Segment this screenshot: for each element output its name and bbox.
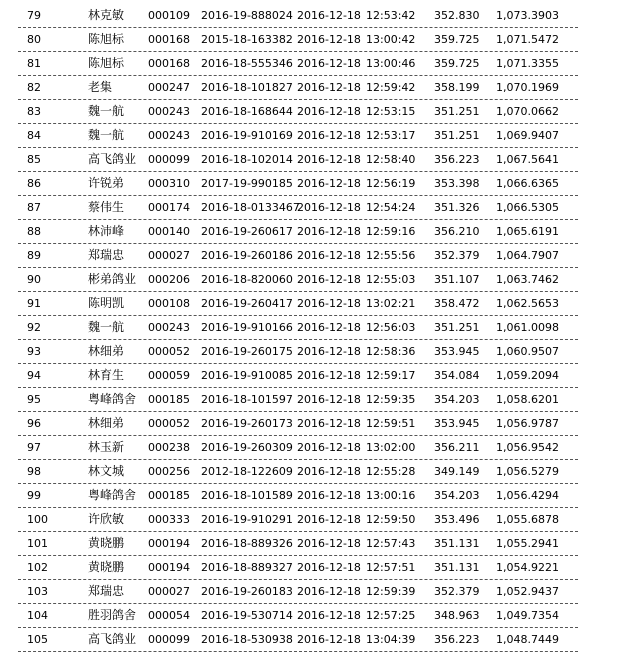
rank-cell: 81 (27, 57, 41, 70)
table-row (18, 412, 578, 436)
rank-cell: 86 (27, 177, 41, 190)
name-cell: 高飞鸽业 (88, 632, 137, 646)
date-cell: 2016-12-18 (297, 609, 361, 622)
rank-cell: 100 (27, 513, 48, 526)
date-cell: 2016-12-18 (297, 513, 361, 526)
name-cell: 陈旭标 (88, 56, 125, 70)
time-cell: 12:53:42 (366, 9, 416, 22)
code-cell: 2016-18-0133467 (201, 201, 300, 214)
rank-cell: 82 (27, 81, 41, 94)
name-cell: 高飞鸽业 (88, 152, 137, 166)
name-cell: 黄晓鹏 (88, 560, 125, 574)
code-cell: 2016-18-530938 (201, 633, 293, 646)
name-cell: 林沛峰 (88, 224, 125, 238)
code-cell: 2016-19-260309 (201, 441, 293, 454)
code-cell: 2016-19-530714 (201, 609, 293, 622)
distance-cell: 352.379 (434, 585, 480, 598)
rank-cell: 95 (27, 393, 41, 406)
speed-cell: 1,066.6365 (496, 177, 559, 190)
speed-cell: 1,065.6191 (496, 225, 559, 238)
date-cell: 2016-12-18 (297, 57, 361, 70)
table-row (18, 388, 578, 412)
name-cell: 粤峰鸽舍 (88, 392, 137, 406)
rank-cell: 89 (27, 249, 41, 262)
name-cell: 郑瑞忠 (88, 248, 125, 262)
ring-cell: 000099 (148, 153, 190, 166)
speed-cell: 1,067.5641 (496, 153, 559, 166)
table-row (18, 172, 578, 196)
date-cell: 2016-12-18 (297, 393, 361, 406)
time-cell: 13:00:16 (366, 489, 416, 502)
ring-cell: 000168 (148, 33, 190, 46)
table-row (18, 604, 578, 628)
date-cell: 2016-12-18 (297, 369, 361, 382)
time-cell: 12:55:03 (366, 273, 416, 286)
date-cell: 2016-12-18 (297, 465, 361, 478)
distance-cell: 353.496 (434, 513, 480, 526)
rank-cell: 93 (27, 345, 41, 358)
speed-cell: 1,059.2094 (496, 369, 559, 382)
time-cell: 12:59:50 (366, 513, 416, 526)
code-cell: 2016-19-910085 (201, 369, 293, 382)
table-row (18, 484, 578, 508)
distance-cell: 354.203 (434, 489, 480, 502)
time-cell: 12:56:19 (366, 177, 416, 190)
name-cell: 魏一航 (88, 320, 125, 334)
code-cell: 2012-18-122609 (201, 465, 293, 478)
code-cell: 2016-18-889327 (201, 561, 293, 574)
speed-cell: 1,060.9507 (496, 345, 559, 358)
speed-cell: 1,056.4294 (496, 489, 559, 502)
time-cell: 12:59:51 (366, 417, 416, 430)
ring-cell: 000174 (148, 201, 190, 214)
name-cell: 林育生 (88, 368, 125, 382)
name-cell: 胜羽鸽舍 (88, 608, 137, 622)
table-row (18, 196, 578, 220)
date-cell: 2016-12-18 (297, 225, 361, 238)
time-cell: 13:02:00 (366, 441, 416, 454)
time-cell: 12:56:03 (366, 321, 416, 334)
rank-cell: 102 (27, 561, 48, 574)
distance-cell: 358.199 (434, 81, 480, 94)
distance-cell: 356.210 (434, 225, 480, 238)
speed-cell: 1,073.3903 (496, 9, 559, 22)
code-cell: 2016-18-889326 (201, 537, 293, 550)
table-row (18, 220, 578, 244)
rank-cell: 103 (27, 585, 48, 598)
name-cell: 老集 (88, 80, 113, 94)
code-cell: 2016-19-910291 (201, 513, 293, 526)
time-cell: 13:04:39 (366, 633, 416, 646)
rank-cell: 101 (27, 537, 48, 550)
ring-cell: 000256 (148, 465, 190, 478)
name-cell: 魏一航 (88, 104, 125, 118)
distance-cell: 359.725 (434, 57, 480, 70)
name-cell: 郑瑞忠 (88, 584, 125, 598)
name-cell: 林文城 (88, 464, 125, 478)
date-cell: 2016-12-18 (297, 129, 361, 142)
name-cell: 粤峰鸽舍 (88, 488, 137, 502)
code-cell: 2016-19-910169 (201, 129, 293, 142)
date-cell: 2016-12-18 (297, 561, 361, 574)
time-cell: 12:55:56 (366, 249, 416, 262)
ring-cell: 000109 (148, 9, 190, 22)
date-cell: 2016-12-18 (297, 201, 361, 214)
distance-cell: 354.084 (434, 369, 480, 382)
table-row (18, 4, 578, 28)
speed-cell: 1,052.9437 (496, 585, 559, 598)
table-row (18, 460, 578, 484)
ring-cell: 000059 (148, 369, 190, 382)
ring-cell: 000310 (148, 177, 190, 190)
name-cell: 蔡伟生 (88, 200, 125, 214)
time-cell: 12:59:39 (366, 585, 416, 598)
ring-cell: 000108 (148, 297, 190, 310)
code-cell: 2016-18-555346 (201, 57, 293, 70)
results-table (18, 4, 578, 652)
time-cell: 12:53:15 (366, 105, 416, 118)
time-cell: 12:57:51 (366, 561, 416, 574)
speed-cell: 1,069.9407 (496, 129, 559, 142)
ring-cell: 000168 (148, 57, 190, 70)
code-cell: 2016-19-260417 (201, 297, 293, 310)
ring-cell: 000185 (148, 393, 190, 406)
rank-cell: 91 (27, 297, 41, 310)
ring-cell: 000185 (148, 489, 190, 502)
table-row (18, 28, 578, 52)
ring-cell: 000333 (148, 513, 190, 526)
name-cell: 林克敏 (88, 8, 125, 22)
ring-cell: 000027 (148, 585, 190, 598)
code-cell: 2016-19-260183 (201, 585, 293, 598)
table-row (18, 268, 578, 292)
name-cell: 黄晓鹏 (88, 536, 125, 550)
ring-cell: 000027 (148, 249, 190, 262)
speed-cell: 1,056.9542 (496, 441, 559, 454)
table-row (18, 556, 578, 580)
rank-cell: 94 (27, 369, 41, 382)
table-row (18, 100, 578, 124)
distance-cell: 353.945 (434, 417, 480, 430)
code-cell: 2016-19-260617 (201, 225, 293, 238)
distance-cell: 351.251 (434, 321, 480, 334)
distance-cell: 352.379 (434, 249, 480, 262)
name-cell: 林玉新 (88, 440, 125, 454)
speed-cell: 1,056.5279 (496, 465, 559, 478)
time-cell: 12:59:42 (366, 81, 416, 94)
time-cell: 12:58:40 (366, 153, 416, 166)
name-cell: 魏一航 (88, 128, 125, 142)
speed-cell: 1,063.7462 (496, 273, 559, 286)
speed-cell: 1,070.0662 (496, 105, 559, 118)
name-cell: 陈明凯 (88, 296, 125, 310)
ring-cell: 000194 (148, 537, 190, 550)
date-cell: 2016-12-18 (297, 81, 361, 94)
speed-cell: 1,054.9221 (496, 561, 559, 574)
code-cell: 2016-18-102014 (201, 153, 293, 166)
ring-cell: 000099 (148, 633, 190, 646)
rank-cell: 90 (27, 273, 41, 286)
speed-cell: 1,071.5472 (496, 33, 559, 46)
ring-cell: 000247 (148, 81, 190, 94)
rank-cell: 88 (27, 225, 41, 238)
date-cell: 2016-12-18 (297, 633, 361, 646)
table-row (18, 436, 578, 460)
rank-cell: 96 (27, 417, 41, 430)
time-cell: 12:57:43 (366, 537, 416, 550)
speed-cell: 1,066.5305 (496, 201, 559, 214)
ring-cell: 000243 (148, 105, 190, 118)
code-cell: 2016-19-260186 (201, 249, 293, 262)
date-cell: 2016-12-18 (297, 177, 361, 190)
time-cell: 12:57:25 (366, 609, 416, 622)
ring-cell: 000238 (148, 441, 190, 454)
rank-cell: 79 (27, 9, 41, 22)
name-cell: 许欣敏 (88, 512, 125, 526)
ring-cell: 000194 (148, 561, 190, 574)
time-cell: 13:00:42 (366, 33, 416, 46)
time-cell: 12:54:24 (366, 201, 416, 214)
date-cell: 2016-12-18 (297, 417, 361, 430)
name-cell: 林细弟 (88, 344, 125, 358)
ring-cell: 000243 (148, 321, 190, 334)
speed-cell: 1,070.1969 (496, 81, 559, 94)
speed-cell: 1,061.0098 (496, 321, 559, 334)
rank-cell: 84 (27, 129, 41, 142)
time-cell: 12:53:17 (366, 129, 416, 142)
table-row (18, 532, 578, 556)
speed-cell: 1,049.7354 (496, 609, 559, 622)
rank-cell: 92 (27, 321, 41, 334)
distance-cell: 352.830 (434, 9, 480, 22)
code-cell: 2017-19-990185 (201, 177, 293, 190)
date-cell: 2016-12-18 (297, 9, 361, 22)
table-row (18, 124, 578, 148)
code-cell: 2016-19-910166 (201, 321, 293, 334)
time-cell: 12:55:28 (366, 465, 416, 478)
date-cell: 2016-12-18 (297, 273, 361, 286)
date-cell: 2016-12-18 (297, 105, 361, 118)
speed-cell: 1,056.9787 (496, 417, 559, 430)
rank-cell: 85 (27, 153, 41, 166)
code-cell: 2016-18-168644 (201, 105, 293, 118)
speed-cell: 1,048.7449 (496, 633, 559, 646)
distance-cell: 351.251 (434, 129, 480, 142)
distance-cell: 351.131 (434, 561, 480, 574)
distance-cell: 356.211 (434, 441, 480, 454)
date-cell: 2016-12-18 (297, 441, 361, 454)
table-row (18, 508, 578, 532)
date-cell: 2016-12-18 (297, 321, 361, 334)
distance-cell: 351.251 (434, 105, 480, 118)
rank-cell: 98 (27, 465, 41, 478)
speed-cell: 1,071.3355 (496, 57, 559, 70)
distance-cell: 348.963 (434, 609, 480, 622)
time-cell: 12:58:36 (366, 345, 416, 358)
table-row (18, 340, 578, 364)
code-cell: 2016-18-101827 (201, 81, 293, 94)
distance-cell: 351.107 (434, 273, 480, 286)
code-cell: 2016-19-260173 (201, 417, 293, 430)
time-cell: 12:59:16 (366, 225, 416, 238)
date-cell: 2016-12-18 (297, 585, 361, 598)
ring-cell: 000054 (148, 609, 190, 622)
table-row (18, 364, 578, 388)
code-cell: 2016-18-820060 (201, 273, 293, 286)
rank-cell: 105 (27, 633, 48, 646)
table-row (18, 148, 578, 172)
date-cell: 2016-12-18 (297, 33, 361, 46)
rank-cell: 99 (27, 489, 41, 502)
date-cell: 2016-12-18 (297, 345, 361, 358)
table-row (18, 244, 578, 268)
name-cell: 彬弟鸽业 (88, 272, 137, 286)
table-row (18, 52, 578, 76)
name-cell: 许锐弟 (88, 176, 125, 190)
time-cell: 13:00:46 (366, 57, 416, 70)
date-cell: 2016-12-18 (297, 297, 361, 310)
time-cell: 12:59:35 (366, 393, 416, 406)
distance-cell: 349.149 (434, 465, 480, 478)
rank-cell: 83 (27, 105, 41, 118)
ring-cell: 000206 (148, 273, 190, 286)
name-cell: 陈旭标 (88, 32, 125, 46)
distance-cell: 356.223 (434, 153, 480, 166)
code-cell: 2016-18-101597 (201, 393, 293, 406)
code-cell: 2016-18-101589 (201, 489, 293, 502)
table-row (18, 628, 578, 652)
distance-cell: 353.398 (434, 177, 480, 190)
distance-cell: 353.945 (434, 345, 480, 358)
rank-cell: 104 (27, 609, 48, 622)
speed-cell: 1,058.6201 (496, 393, 559, 406)
ring-cell: 000243 (148, 129, 190, 142)
distance-cell: 358.472 (434, 297, 480, 310)
table-row (18, 292, 578, 316)
rank-cell: 87 (27, 201, 41, 214)
ring-cell: 000140 (148, 225, 190, 238)
name-cell: 林细弟 (88, 416, 125, 430)
distance-cell: 359.725 (434, 33, 480, 46)
rank-cell: 97 (27, 441, 41, 454)
rank-cell: 80 (27, 33, 41, 46)
code-cell: 2016-19-260175 (201, 345, 293, 358)
date-cell: 2016-12-18 (297, 489, 361, 502)
date-cell: 2016-12-18 (297, 537, 361, 550)
distance-cell: 351.131 (434, 537, 480, 550)
table-row (18, 316, 578, 340)
ring-cell: 000052 (148, 417, 190, 430)
speed-cell: 1,055.2941 (496, 537, 559, 550)
date-cell: 2016-12-18 (297, 249, 361, 262)
code-cell: 2015-18-163382 (201, 33, 293, 46)
code-cell: 2016-19-888024 (201, 9, 293, 22)
table-row (18, 580, 578, 604)
distance-cell: 354.203 (434, 393, 480, 406)
speed-cell: 1,055.6878 (496, 513, 559, 526)
time-cell: 13:02:21 (366, 297, 416, 310)
time-cell: 12:59:17 (366, 369, 416, 382)
distance-cell: 351.326 (434, 201, 480, 214)
distance-cell: 356.223 (434, 633, 480, 646)
speed-cell: 1,062.5653 (496, 297, 559, 310)
speed-cell: 1,064.7907 (496, 249, 559, 262)
table-row (18, 76, 578, 100)
ring-cell: 000052 (148, 345, 190, 358)
date-cell: 2016-12-18 (297, 153, 361, 166)
